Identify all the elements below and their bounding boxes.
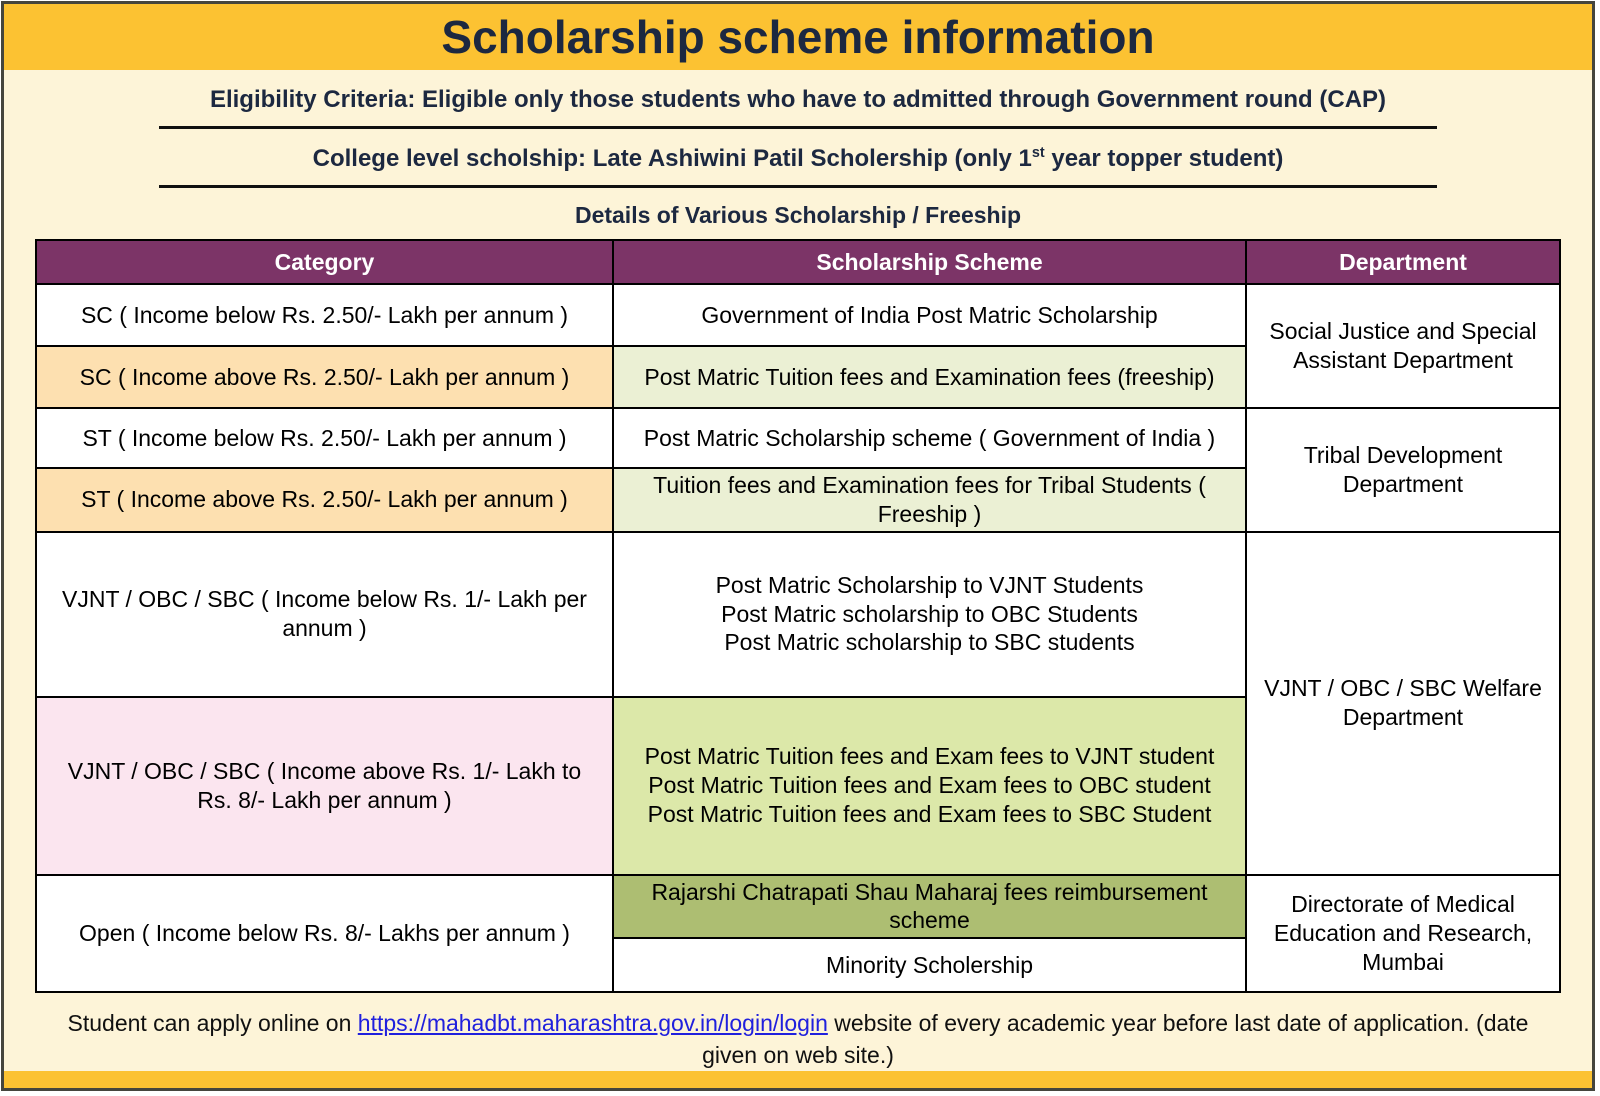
scheme-item: Post Matric Scholarship to VJNT Students [715,571,1144,598]
scheme-item: Post Matric Tuition fees and Exam fees to OBC student [648,772,1211,799]
bottom-orange-bar [4,1071,1592,1091]
cell-department-dmer: Directorate of Medical Education and Research, Mumbai [1246,875,1560,993]
college-text-suffix: year topper student) [1044,145,1284,172]
title-banner [4,4,1592,70]
cell-scheme-st-above: Tuition fees and Examination fees for Tribal Students ( Freeship ) [613,468,1246,532]
cell-category-st-below: ST ( Income below Rs. 2.50/- Lakh per annum ) [36,408,613,468]
cell-scheme-vjnt-above [613,697,1246,875]
college-scholarship-text [44,145,1552,173]
footer-text-before-link: Student can apply online on [67,1010,358,1036]
details-heading: Details of Various Scholarship / Freeship [574,202,1022,228]
divider [159,126,1437,129]
cell-department-tribal: Tribal Development Department [1246,408,1560,532]
cell-scheme-vjnt-below [613,532,1246,697]
scheme-list [626,738,1233,832]
scheme-item: Post Matric Tuition fees and Exam fees to SBC Student [647,800,1212,827]
table-row [36,532,1560,697]
cell-category-vjnt-above: VJNT / OBC / SBC ( Income above Rs. 1/- Lakh to Rs. 8/- Lakh per annum ) [36,697,613,875]
scheme-list [626,561,1233,667]
header-category: Category [36,240,613,284]
table-header-row [36,240,1560,284]
cell-category-sc-above: SC ( Income above Rs. 2.50/- Lakh per annum ) [36,346,613,408]
cell-department-social-justice: Social Justice and Special Assistant Department [1246,284,1560,408]
cell-scheme-minority: Minority Scholership [613,938,1246,992]
college-text-prefix: College level scholship: Late Ashiwini Patil Scholership (only 1 [312,145,1032,172]
page [1,1,1595,1091]
scheme-item: Post Matric scholarship to OBC Students [721,600,1138,627]
table-row [36,408,1560,468]
college-text-superscript: st [1031,145,1045,161]
mahadbt-link[interactable]: https://mahadbt.maharashtra.gov.in/login/login [357,1010,828,1036]
cell-department-vjnt-welfare: VJNT / OBC / SBC Welfare Department [1246,532,1560,875]
scheme-item: Post Matric Tuition fees and Exam fees to VJNT student [644,743,1215,770]
scheme-item: Post Matric scholarship to SBC students [724,629,1135,656]
cell-scheme-sc-below: Government of India Post Matric Scholarship [613,284,1246,346]
eligibility-text: Eligibility Criteria: Eligible only those students who have to admitted through Government round (CAP) [209,86,1387,113]
header-department: Department [1246,240,1560,284]
cell-category-open: Open ( Income below Rs. 8/- Lakhs per annum ) [36,875,613,993]
table-row [36,875,1560,939]
cell-scheme-rajarshi: Rajarshi Chatrapati Shau Maharaj fees reimbursement scheme [613,875,1246,939]
footer-note [64,1007,1532,1071]
header-scholarship-scheme: Scholarship Scheme [613,240,1246,284]
cell-category-sc-below: SC ( Income below Rs. 2.50/- Lakh per annum ) [36,284,613,346]
divider [159,185,1437,188]
cell-scheme-sc-above: Post Matric Tuition fees and Examination fees (freeship) [613,346,1246,408]
scholarship-table [35,239,1561,993]
footer-text-after-link: website of every academic year before last date of application. (date given on web site.) [702,1010,1529,1069]
cell-category-st-above: ST ( Income above Rs. 2.50/- Lakh per annum ) [36,468,613,532]
cell-scheme-st-below: Post Matric Scholarship scheme ( Government of India ) [613,408,1246,468]
table-row [36,284,1560,346]
cell-category-vjnt-below: VJNT / OBC / SBC ( Income below Rs. 1/- Lakh per annum ) [36,532,613,697]
page-title: Scholarship scheme information [441,11,1155,63]
